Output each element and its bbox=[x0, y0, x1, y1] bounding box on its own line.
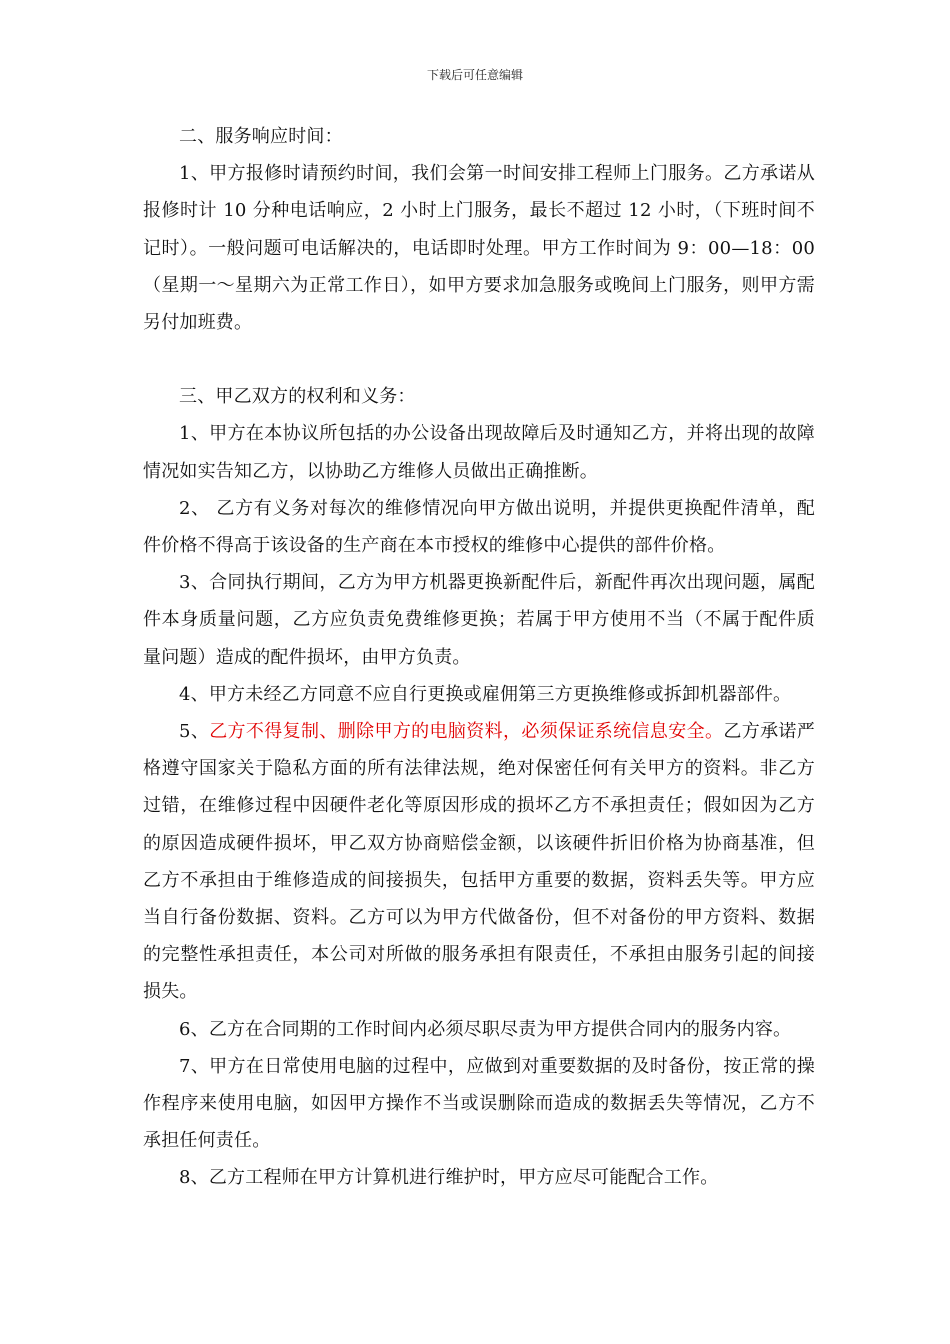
paragraph-2-1: 1、甲方报修时请预约时间，我们会第一时间安排工程师上门服务。乙方承诺从报修时计 10 分种电话响应，2 小时上门服务，最长不超过 12 小时，（下班时间不记时）。一般问题可电话解决的，电话即时处理。甲方工作时间为 9：00—18：00（星期一～星期六为正常工作日），如甲方要求加急服务或晚间上门服务，则甲方需另付加班费。 bbox=[143, 163, 815, 334]
paragraph-3-7: 7、甲方在日常使用电脑的过程中，应做到对重要数据的及时备份，按正常的操作程序来使用电脑，如因甲方操作不当或误删除而造成的数据丢失等情况，乙方不承担任何责任。 bbox=[143, 1055, 815, 1152]
paragraph-3-5 bbox=[143, 713, 815, 1011]
section-spacer bbox=[143, 341, 815, 378]
paragraph-3-4: 4、甲方未经乙方同意不应自行更换或雇佣第三方更换维修或拆卸机器部件。 bbox=[179, 683, 792, 705]
paragraph-3-2: 2、 乙方有义务对每次的维修情况向甲方做出说明，并提供更换配件清单，配件价格不得高于该设备的生产商在本市授权的维修中心提供的部件价格。 bbox=[143, 497, 815, 557]
document-body bbox=[143, 118, 815, 1197]
paragraph-3-8: 8、乙方工程师在甲方计算机进行维护时，甲方应尽可能配合工作。 bbox=[179, 1167, 719, 1189]
page-header: 下载后可任意编辑 bbox=[426, 68, 523, 82]
paragraph-3-1: 1、甲方在本协议所包括的办公设备出现故障后及时通知乙方，并将出现的故障情况如实告知乙方，以协助乙方维修人员做出正确推断。 bbox=[143, 423, 815, 482]
paragraph-3-3: 3、合同执行期间，乙方为甲方机器更换新配件后，新配件再次出现问题，属配件本身质量问题，乙方应负责免费维修更换；若属于甲方使用不当（不属于配件质量问题）造成的配件损坏，由甲方负责。 bbox=[143, 572, 815, 668]
paragraph-3-5-rest: 乙方承诺严格遵守国家关于隐私方面的所有法律法规，绝对保密任何有关甲方的资料。非乙方过错，在维修过程中因硬件老化等原因形成的损坏乙方不承担责任；假如因为乙方的原因造成硬件损坏，甲乙双方协商赔偿金额，以该硬件折旧价格为协商基准，但乙方不承担由于维修造成的间接损失，包括甲方重要的数据，资料丢失等。甲方应当自行备份数据、资料。乙方可以为甲方代做备份，但不对备份的甲方资料、数据的完整性承担责任，本公司对所做的服务承担有限责任，不承担由服务引起的间接损失。 bbox=[143, 721, 815, 1003]
paragraph-3-5-number: 5、 bbox=[179, 721, 210, 743]
paragraph-3-5-highlight: 乙方不得复制、删除甲方的电脑资料，必须保证系统信息安全。 bbox=[209, 721, 724, 743]
paragraph-3-6: 6、乙方在合同期的工作时间内必须尽职尽责为甲方提供合同内的服务内容。 bbox=[179, 1018, 792, 1040]
section-heading-service-response: 二、服务响应时间： bbox=[179, 126, 343, 147]
section-heading-rights-obligations: 三、甲乙双方的权利和义务： bbox=[179, 386, 416, 408]
